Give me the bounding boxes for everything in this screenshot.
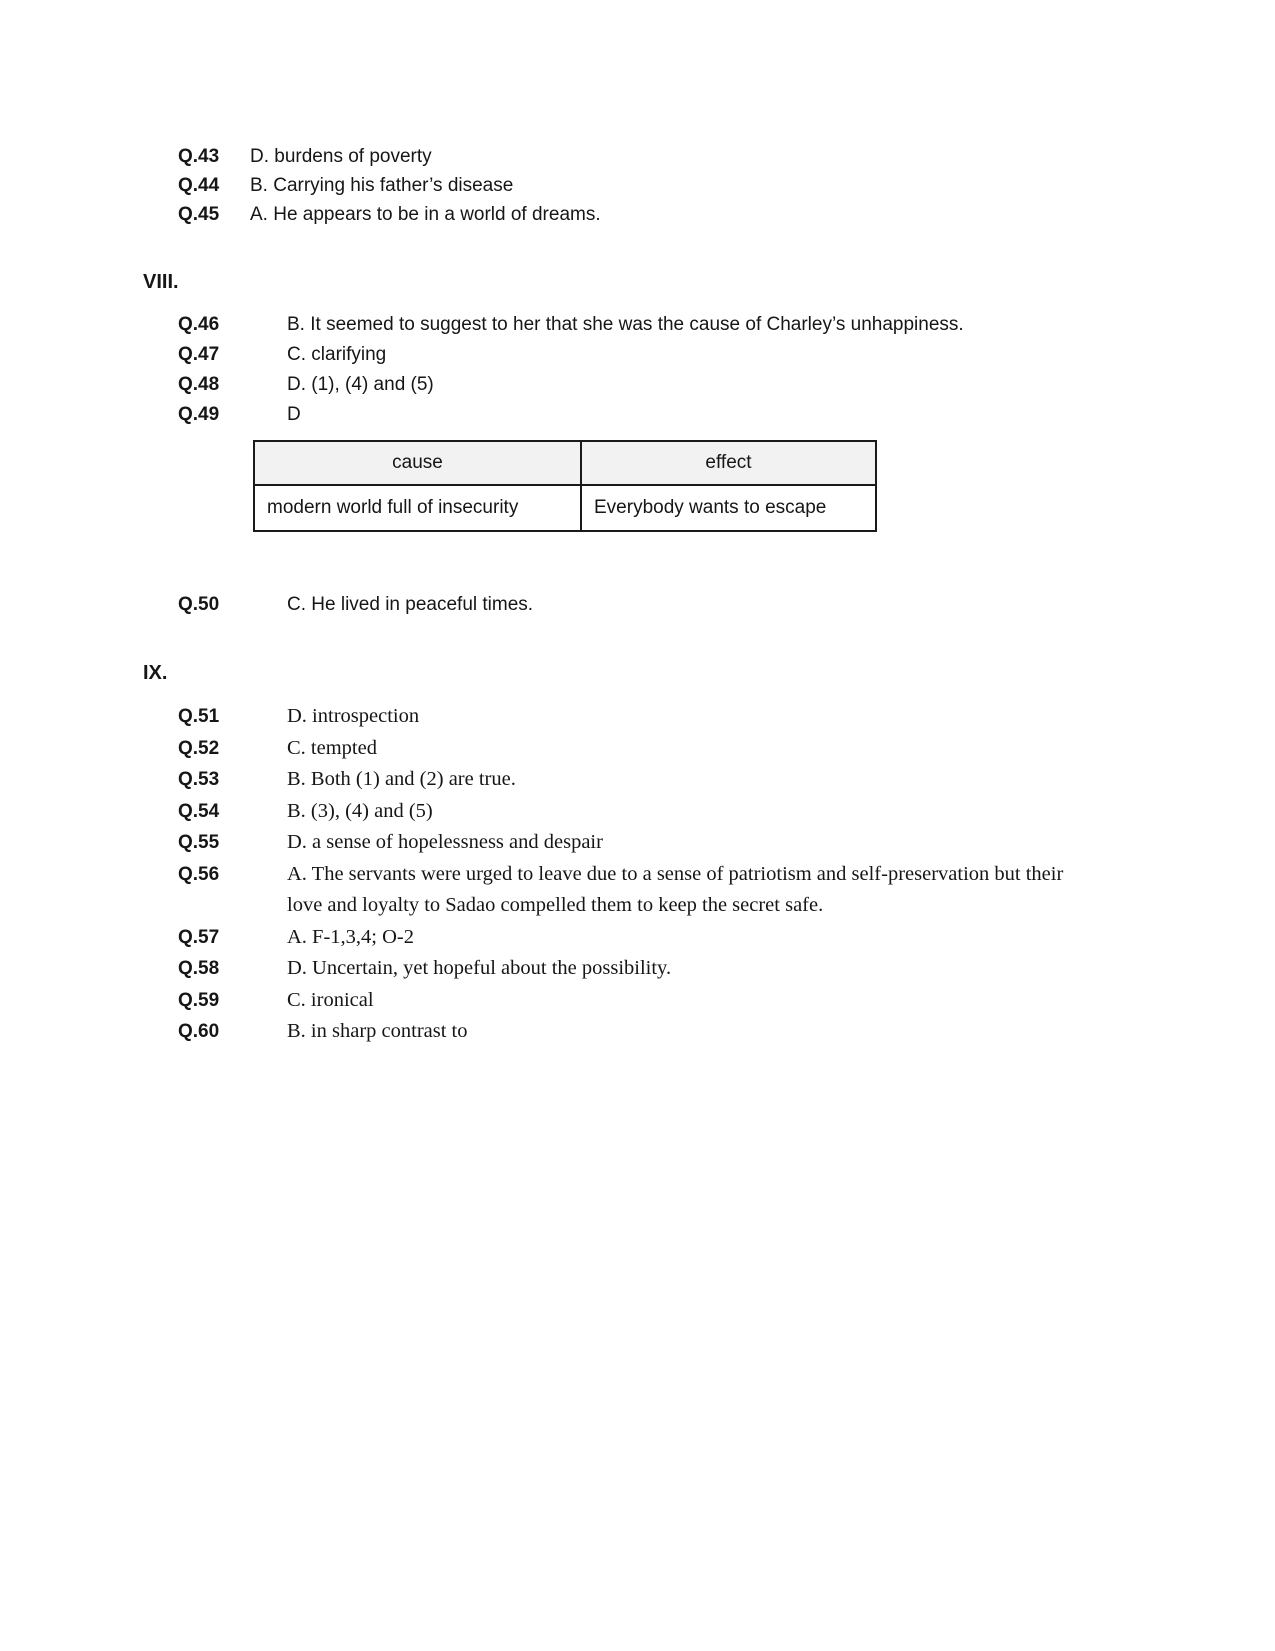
section-heading-ix: IX. xyxy=(143,662,168,684)
section-ix-block xyxy=(143,701,1195,1048)
question-number: Q.57 xyxy=(178,926,220,948)
section-heading-viii: VIII. xyxy=(143,271,179,293)
answer-text: A. He appears to be in a world of dreams. xyxy=(250,204,601,225)
answer-row xyxy=(178,701,1195,733)
question-number: Q.51 xyxy=(178,706,220,727)
answer-text: A. The servants were urged to leave due to a sense of patriotism and self-preservation but their love and loyalty to Sadao compelled them to keep the secret safe. xyxy=(287,862,1064,916)
answer-row xyxy=(178,796,1195,828)
answer-text: C. He lived in peaceful times. xyxy=(287,594,534,615)
answer-text: D xyxy=(287,404,301,425)
table-row xyxy=(254,485,876,531)
answer-text: C. ironical xyxy=(287,988,374,1011)
answer-text: D. (1), (4) and (5) xyxy=(287,374,434,395)
answer-row xyxy=(178,859,1195,922)
answer-text: B. Both (1) and (2) are true. xyxy=(287,768,516,790)
answer-text: D. Uncertain, yet hopeful about the possibility. xyxy=(287,957,672,979)
top-answers-block xyxy=(143,142,1195,229)
answer-text: B. (3), (4) and (5) xyxy=(287,799,433,822)
answer-text: D. introspection xyxy=(287,705,420,727)
question-number: Q.49 xyxy=(178,404,220,425)
question-number: Q.50 xyxy=(178,594,220,615)
question-number: Q.43 xyxy=(178,146,220,167)
table-data-cell-cause: modern world full of insecurity xyxy=(254,485,581,531)
answer-row xyxy=(178,310,1195,340)
question-number: Q.58 xyxy=(178,958,220,979)
answer-row xyxy=(178,827,1195,859)
cause-effect-table xyxy=(253,440,877,532)
question-number: Q.45 xyxy=(178,204,220,225)
answer-text: B. It seemed to suggest to her that she was the cause of Charley’s unhappiness. xyxy=(287,314,964,335)
answer-row xyxy=(178,400,1195,430)
question-number: Q.53 xyxy=(178,769,220,790)
answer-row xyxy=(178,142,1195,171)
table-data-cell-effect: Everybody wants to escape xyxy=(581,485,876,531)
question-number: Q.59 xyxy=(178,989,220,1011)
question-number: Q.56 xyxy=(178,863,220,885)
answer-text: C. tempted xyxy=(287,736,377,759)
answer-row xyxy=(178,985,1195,1017)
question-number: Q.54 xyxy=(178,800,220,822)
question-number: Q.52 xyxy=(178,737,220,759)
answer-row xyxy=(178,340,1195,370)
answer-row xyxy=(178,1016,1195,1048)
section-viii-block xyxy=(143,310,1195,620)
answer-row xyxy=(178,590,1195,620)
answer-text: A. F-1,3,4; O-2 xyxy=(287,925,414,948)
table-header-cell-effect: effect xyxy=(581,441,876,485)
answer-row xyxy=(178,764,1195,796)
answer-row xyxy=(178,733,1195,765)
answer-text: B. Carrying his father’s disease xyxy=(250,175,514,196)
question-number: Q.46 xyxy=(178,314,220,335)
table-header-cell-cause: cause xyxy=(254,441,581,485)
answer-row xyxy=(178,922,1195,954)
answer-row xyxy=(178,171,1195,200)
answer-row xyxy=(178,953,1195,985)
question-number: Q.60 xyxy=(178,1021,220,1042)
question-number: Q.44 xyxy=(178,175,220,196)
answer-text: C. clarifying xyxy=(287,344,387,365)
answer-text: B. in sharp contrast to xyxy=(287,1020,468,1042)
answer-text: D. a sense of hopelessness and despair xyxy=(287,831,603,853)
question-number: Q.55 xyxy=(178,832,220,853)
answer-row xyxy=(178,200,1195,229)
table-header-row xyxy=(254,441,876,485)
question-number: Q.48 xyxy=(178,374,220,395)
answer-row xyxy=(178,370,1195,400)
question-number: Q.47 xyxy=(178,344,220,365)
answer-text: D. burdens of poverty xyxy=(250,146,432,167)
